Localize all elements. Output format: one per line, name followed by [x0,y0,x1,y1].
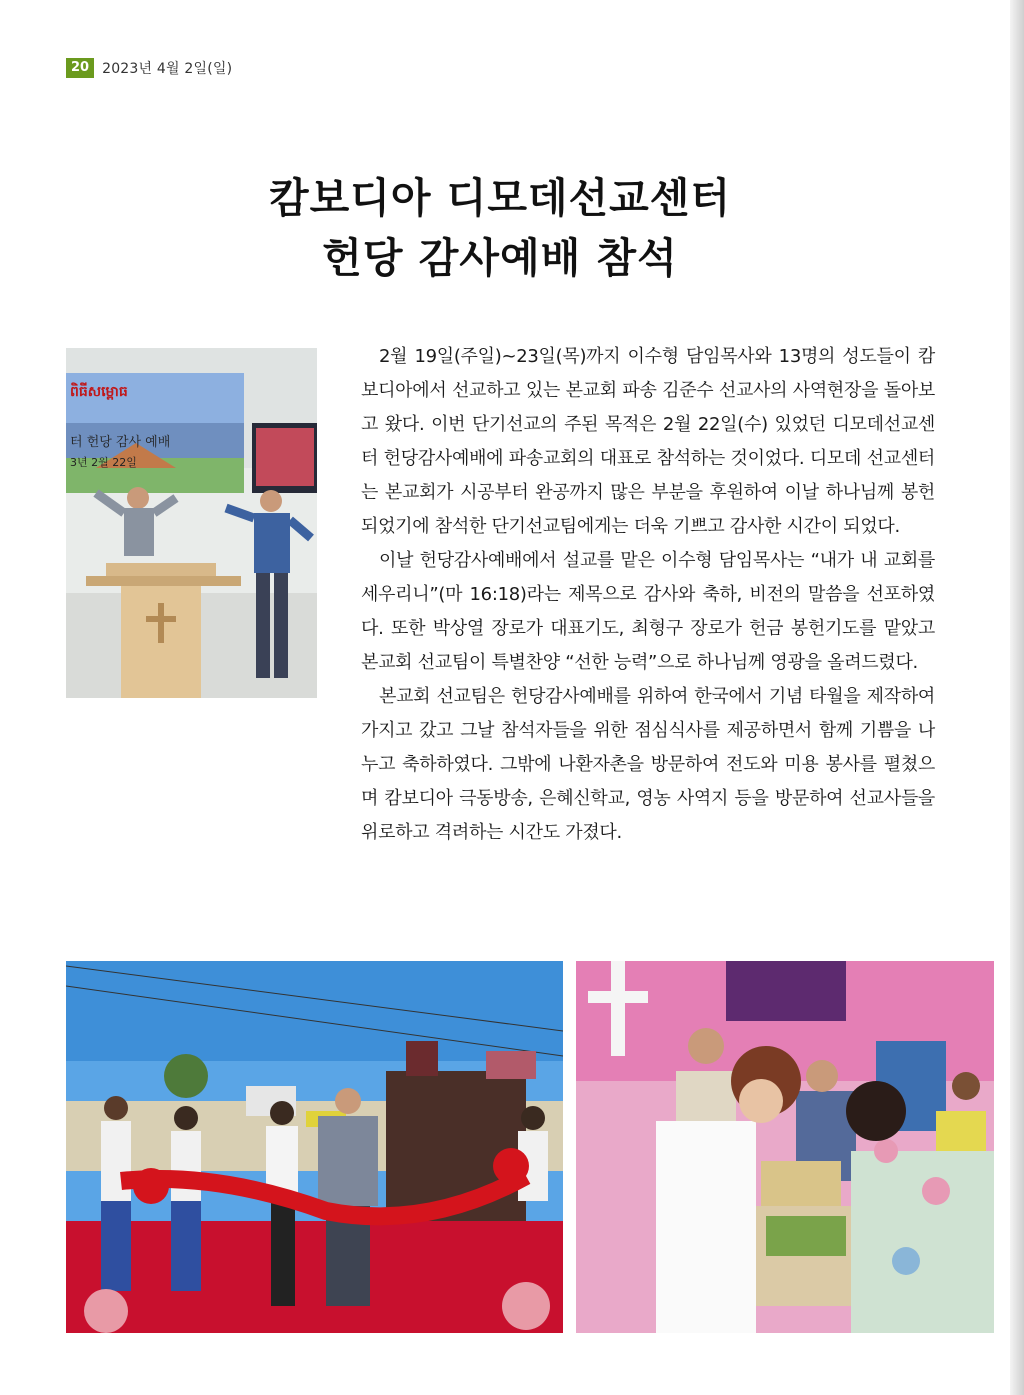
banner-korean-text: 터 헌당 감사 예배 [70,435,171,450]
article-title [0,168,1000,288]
banner-khmer-text: ពិធីសម្ពោធ [70,384,128,400]
article-paragraph-2: 이날 헌당감사예배에서 설교를 맡은 이수형 담임목사는 “내가 내 교회를 세우리니”(마 16:18)라는 제목으로 감사와 축하, 비전의 말씀을 선포하였다. 또한 박상열 장로가 대표기도, 최형구 장로가 헌금 봉헌기도를 맡았고 본교회 선교팀이 특별찬양 “선한 능력”으로 하나님께 영광을 올려드렸다. [361,550,935,673]
photo-ribbon-cutting [66,961,563,1333]
page-number-badge: 20 [66,58,94,78]
page-header [66,58,232,78]
photo-pulpit-sermon [66,348,317,698]
page-edge [1010,0,1024,1395]
title-line-1: 캄보디아 디모데선교센터 [269,174,731,222]
article-paragraph-3: 본교회 선교팀은 헌당감사예배를 위하여 한국에서 기념 타월을 제작하여 가지고 갔고 그날 참석자들을 위한 점심식사를 제공하면서 함께 기쁨을 나누고 축하하였다. 그밖에 나환자촌을 방문하여 전도와 미용 봉사를 펼쳤으며 캄보디아 극동방송, 은혜신학교, 영농 사역지 등을 방문하여 선교사들을 위로하고 격려하는 시간도 가졌다. [361,686,935,843]
title-line-2: 헌당 감사예배 참석 [322,234,678,282]
issue-date: 2023년 4월 2일(일) [102,61,233,77]
photo-gift-distribution [576,961,994,1333]
banner-date-text: 3년 2월 22일 [70,456,137,469]
article-body [361,340,935,850]
article-paragraph-1: 2월 19일(주일)~23일(목)까지 이수형 담임목사와 13명의 성도들이 캄보디아에서 선교하고 있는 본교회 파송 김준수 선교사의 사역현장을 돌아보고 왔다. 이번 단기선교의 주된 목적은 2월 22일(수) 있었던 디모데선교센터 헌당감사예배에 파송교회의 대표로 참석하는 것이었다. 디모데 선교센터는 본교회가 시공부터 완공까지 많은 부분을 후원하여 이날 하나님께 봉헌되었기에 참석한 단기선교팀에게는 더욱 기쁘고 감사한 시간이 되었다. [361,346,935,537]
